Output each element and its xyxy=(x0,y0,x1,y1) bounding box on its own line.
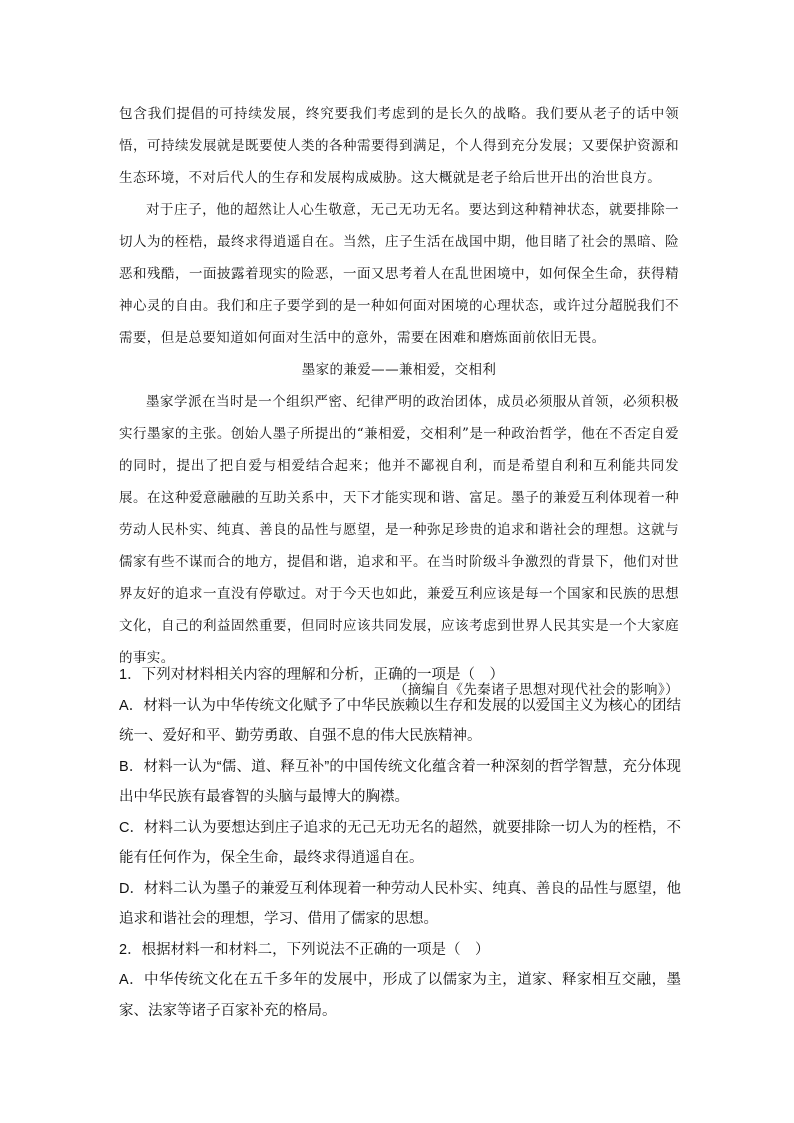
passage-paragraph-2: 对于庄子，他的超然让人心生敬意，无己无功无名。要达到这种精神状态，就要排除一切人为的桎梏，最终求得逍遥自在。当然，庄子生活在战国中期，他目睹了社会的黑暗、险恶和残酷，一面披露着现实的险恶，一面又思考着人在乱世困境中，如何保全生命，获得精神心灵的自由。我们和庄子要学到的是一种如何面对困境的心理状态，或许过分超脱我们不需要，但是总要知道如何面对生活中的意外，需要在困难和磨炼面前依旧无畏。 xyxy=(119,202,679,346)
section-heading: 墨家的兼爱——兼相爱，交相利 xyxy=(301,362,497,378)
passage-paragraph-3: 墨家学派在当时是一个组织严密、纪律严明的政治团体，成员必须服从首领，必须积极实行墨家的主张。创始人墨子所提出的“兼相爱，交相利”是一种政治哲学，他在不否定自爱的同时，提出了把自爱与相爱结合起来；他并不鄙视自利，而是希望自利和互利能共同发展。在这种爱意融融的互助关系中，天下才能实现和谐、富足。墨子的兼爱互利体现着一种劳动人民朴实、纯真、善良的品性与愿望，是一种弥足珍贵的追求和谐社会的理想。这就与儒家有些不谋而合的地方，提倡和谐，追求和平。在当时阶级斗争激烈的背景下，他们对世界友好的追求一直没有停歇过。对于今天也如此，兼爱互利应该是每一个国家和民族的思想文化，自己的利益固然重要，但同时应该共同发展，应该考虑到世界人民其实是一个大家庭的事实。 xyxy=(119,394,679,666)
question-1-option-d: D．材料二认为墨子的兼爱互利体现着一种劳动人民朴实、纯真、善良的品性与愿望，他追求和谐社会的理想，学习、借用了儒家的思想。 xyxy=(119,880,681,927)
passage-paragraph-1: 包含我们提倡的可持续发展，终究要我们考虑到的是长久的战略。我们要从老子的话中领悟，可持续发展就是既要使人类的各种需要得到满足，个人得到充分发展；又要保护资源和生态环境，不对后代人的生存和发展构成威胁。这大概就是老子给后世开出的治世良方。 xyxy=(119,106,679,186)
passage-source: （摘编自《先秦诸子思想对现代社会的影响》） xyxy=(393,682,679,698)
question-1-stem: 1．下列对材料相关内容的理解和分析，正确的一项是（ ） xyxy=(119,667,505,683)
question-list xyxy=(119,660,681,1026)
reading-passage xyxy=(119,98,679,706)
question-2-stem: 2．根据材料一和材料二，下列说法不正确的一项是（ ） xyxy=(119,941,490,958)
question-2-option-a: A．中华传统文化在五千多年的发展中，形成了以儒家为主，道家、释家相互交融，墨家、法家等诸子百家补充的格局。 xyxy=(119,972,681,1019)
question-1-option-a: A．材料一认为中华传统文化赋予了中华民族赖以生存和发展的以爱国主义为核心的团结统一、爱好和平、勤劳勇敢、自强不息的伟大民族精神。 xyxy=(119,697,681,744)
question-1-option-b: B．材料一认为“儒、道、释互补”的中国传统文化蕴含着一种深刻的哲学智慧，充分体现出中华民族有最睿智的头脑与最博大的胸襟。 xyxy=(119,758,681,805)
question-1-option-c: C．材料二认为要想达到庄子追求的无己无功无名的超然，就要排除一切人为的桎梏，不能有任何作为，保全生命，最终求得逍遥自在。 xyxy=(119,819,681,866)
